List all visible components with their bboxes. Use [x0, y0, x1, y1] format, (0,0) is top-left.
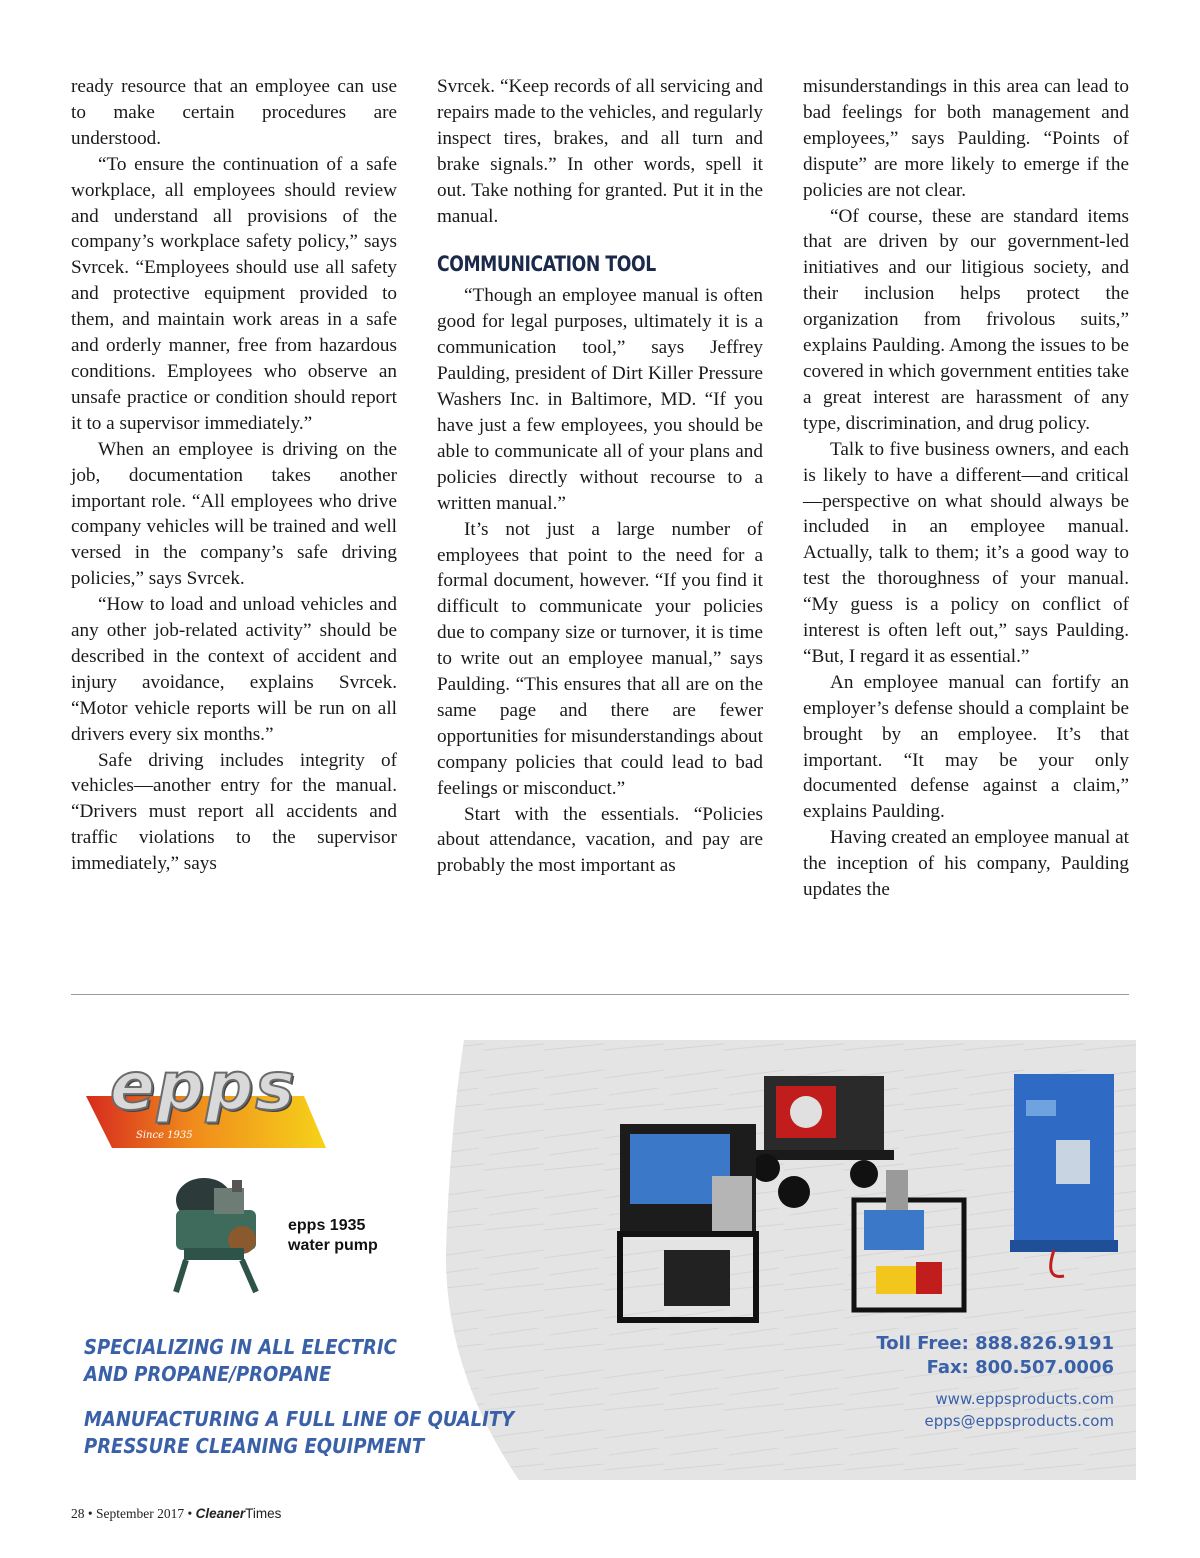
paragraph: It’s not just a large number of employees that point to the need for a formal document, however. “If you find it difficult to communicate your policies due to company size or turnover, it is time to write out an employee manual,” says Paulding. “This ensures that all are on the same page and there are fewer opportunities for misunderstandings about company policies that could lead to bad feelings or misconduct.”	[437, 518, 763, 799]
divider-rule	[71, 994, 1129, 995]
paragraph: Safe driving includes integrity of vehicles—another entry for the manual. “Drivers must report all accidents and traffic violations to the supervisor immediately,” says	[71, 749, 397, 875]
manufacturing-line-1: MANUFACTURING A FULL LINE OF QUALITY	[84, 1407, 515, 1431]
pump-caption	[288, 1216, 378, 1256]
website-link[interactable]: www.eppsproducts.com	[935, 1390, 1114, 1408]
magazine-name-italic: Cleaner	[195, 1506, 246, 1521]
boiler-cabinet-image	[1010, 1074, 1118, 1276]
fax-number: Fax: 800.507.0006	[926, 1357, 1114, 1378]
paragraph: “Of course, these are standard items that are driven by our government-led initiatives and our litigious society, and their inclusion helps protect the organization from frivolous suits,” explains Paulding. Among the issues to be covered in which government entities take a great interest are harassment of any type, discrimination, and drug policy.	[803, 205, 1129, 434]
specializing-line-2: AND PROPANE/PROPANE	[84, 1362, 332, 1386]
page-footer	[71, 1506, 281, 1522]
manufacturing-line-2: PRESSURE CLEANING EQUIPMENT	[84, 1434, 425, 1458]
specializing-text	[84, 1334, 397, 1388]
logo-wordmark: epps	[110, 1048, 297, 1125]
paragraph: “Though an employee manual is often good for legal purposes, ultimately it is a communication tool,” says Jeffrey Paulding, president of Dirt Killer Pressure Washers Inc. in Baltimore, MD. “If you have just a few employees, you should be able to communicate all of your plans and policies directly without recourse to a written manual.”	[437, 285, 763, 514]
epps-logo	[82, 1048, 328, 1152]
article-column-1	[71, 74, 397, 877]
magazine-name: Times	[245, 1506, 282, 1521]
issue-date: September 2017	[95, 1506, 185, 1521]
water-pump-image	[176, 1178, 256, 1292]
page-number: 28	[71, 1506, 85, 1521]
specializing-line-1: SPECIALIZING IN ALL ELECTRIC	[84, 1335, 397, 1359]
article-column-3	[803, 74, 1129, 903]
paragraph: “To ensure the continuation of a safe workplace, all employees should review and understand all provisions of the company’s workplace safety policy,” says Svrcek. “Employees should use all safety and protective equipment provided to them, and maintain work areas in a safe and orderly manner, free from hazardous conditions. Employees who observe an unsafe practice or condition should report it to a supervisor immediately.”	[71, 153, 397, 434]
paragraph: When an employee is driving on the job, documentation takes another important role. “All employees who drive company vehicles will be trained and well versed in the company’s safe driving policies,” says Svrcek.	[71, 438, 397, 590]
pump-caption-line-1: epps 1935	[288, 1217, 366, 1234]
toll-free-number[interactable]: Toll Free: 888.826.9191	[876, 1333, 1114, 1354]
article-column-2	[437, 74, 763, 879]
email-link[interactable]: epps@eppsproducts.com	[924, 1412, 1114, 1430]
section-heading: COMMUNICATION TOOL	[437, 252, 656, 277]
paragraph: An employee manual can fortify an employer’s defense should a complaint be brought by an employee. It’s that important. “It may be your only documented defense against a claim,” explains Paulding.	[803, 671, 1129, 823]
pump-caption-line-2: water pump	[288, 1237, 378, 1254]
contact-block	[876, 1332, 1114, 1432]
footer-separator: •	[87, 1506, 93, 1521]
paragraph: misunderstandings in this area can lead to bad feelings for both management and employees,” says Paulding. “Points of dispute” are more likely to emerge if the policies are not clear.	[803, 76, 1129, 201]
since-label: Since 1935	[136, 1130, 193, 1141]
paragraph: Having created an employee manual at the inception of his company, Paulding updates the	[803, 827, 1129, 901]
paragraph: Talk to five business owners, and each is likely to have a different—and critical—perspective on what should always be included in an employee manual. Actually, talk to them; it’s a good way to test the thoroughness of your manual. “My guess is a policy on conflict of interest is often left out,” says Paulding. “But, I regard it as essential.”	[803, 438, 1129, 667]
paragraph: ready resource that an employee can use to make certain procedures are understood.	[71, 76, 397, 149]
advertisement[interactable]	[64, 1040, 1136, 1480]
paragraph: Start with the essentials. “Policies about attendance, vacation, and pay are probably the most important as	[437, 803, 763, 877]
manufacturing-text	[84, 1406, 514, 1460]
footer-separator: •	[187, 1506, 193, 1521]
paragraph: Svrcek. “Keep records of all servicing and repairs made to the vehicles, and regularly inspect tires, brakes, and all turn and brake signals.” In other words, spell it out. Take nothing for granted. Put it in the manual.	[437, 76, 763, 227]
paragraph: “How to load and unload vehicles and any other job-related activity” should be described in the context of accident and injury avoidance, explains Svrcek. “Motor vehicle reports will be run on all drivers every six months.”	[71, 594, 397, 745]
